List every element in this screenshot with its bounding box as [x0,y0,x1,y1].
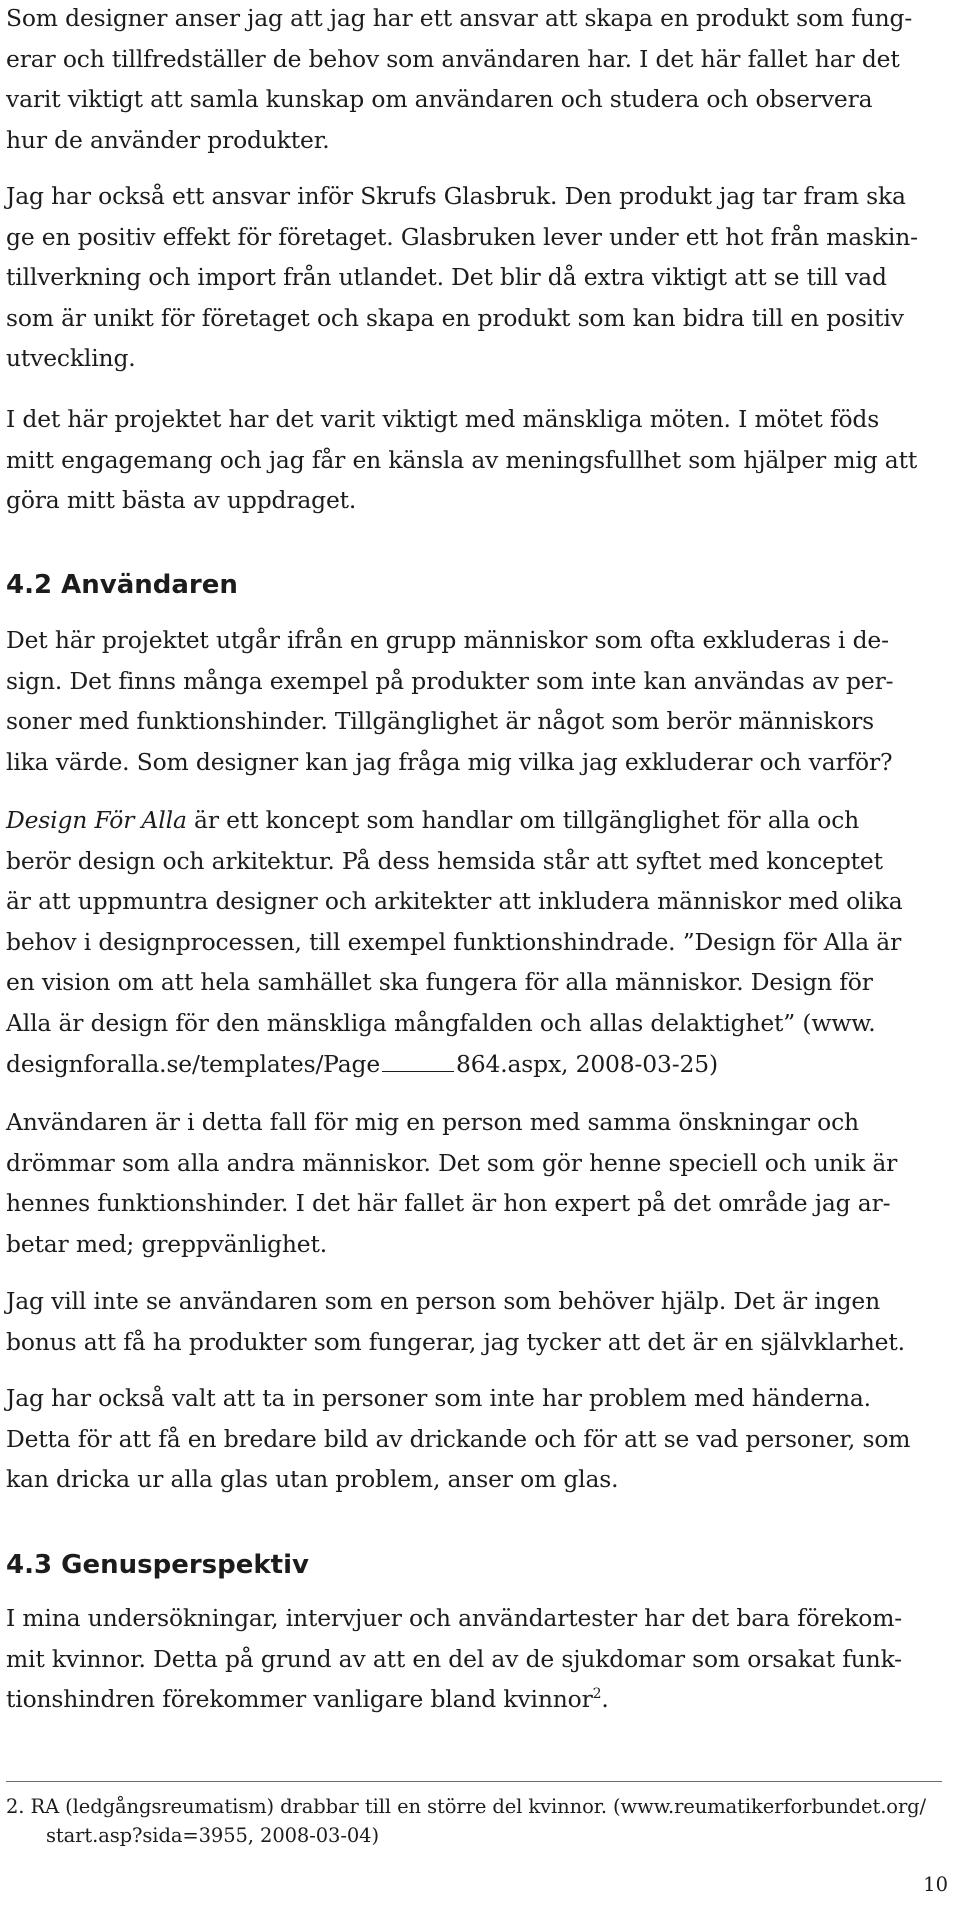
page-number: 10 [923,1873,948,1896]
footnote-line: 2. RA (ledgångsreumatism) drabbar till en större del kvinnor. (www.reumatikerforbundet.org/ [6,1795,927,1818]
text-line: varit viktigt att samla kunskap om användaren och studera och observera [6,85,873,114]
text-line: behov i designprocessen, till exempel funktionshindrade. ”Design för Alla är [6,927,902,956]
url-fragment: designforalla.se/templates/Page [6,1049,381,1078]
paragraph-user-as-person [6,1102,951,1264]
paragraph-design-for-alla [6,800,951,1084]
url-fragment: 864.aspx, 2008-03-25) [456,1049,718,1078]
paragraph-skrufs-glasbruk [6,176,951,379]
paragraph-no-help-needed [6,1281,951,1362]
text-line: mit kvinnor. Detta på grund av att en del av de sjukdomar som orsakat funk- [6,1644,902,1673]
section-heading-genusperspektiv: 4.3 Genusperspektiv [6,1550,309,1580]
footnote-line: start.asp?sida=3955, 2008-03-04) [46,1824,379,1847]
text-line [6,800,951,841]
text-line: hur de använder produkter. [6,125,330,154]
text-line: kan dricka ur alla glas utan problem, anser om glas. [6,1465,619,1494]
text-fragment: tionshindren förekommer vanligare bland kvinnor [6,1685,593,1714]
text-line [6,1044,951,1085]
text-line: lika värde. Som designer kan jag fråga mig vilka jag exkluderar och varför? [6,747,893,776]
text-line: mitt engagemang och jag får en känsla av meningsfullhet som hjälper mig att [6,445,918,474]
text-line: bonus att få ha produkter som fungerar, jag tycker att det är en självklarhet. [6,1327,905,1356]
paragraph-participants-without-problems [6,1378,951,1500]
paragraph-gender-perspective [6,1598,951,1720]
text-line: tillverkning och import från utlandet. Det blir då extra viktigt att se till vad [6,263,887,292]
text-line: berör design och arkitektur. På dess hemsida står att syftet med konceptet [6,846,883,875]
text-line: som är unikt för företaget och skapa en produkt som kan bidra till en positiv [6,303,904,332]
text-line: Som designer anser jag att jag har ett ansvar att skapa en produkt som fung- [6,4,913,32]
text-line: Detta för att få en bredare bild av drickande och för att se vad personer, som [6,1424,911,1453]
paragraph-designer-responsibility [6,0,951,160]
italic-concept-name: Design För Alla [6,806,187,834]
paragraph-exclusion-in-design [6,620,951,782]
text-line: Alla är design för den mänskliga mångfalden och allas delaktighet” (www. [6,1008,876,1037]
text-line: Jag har också ett ansvar inför Skrufs Glasbruk. Den produkt jag tar fram ska [6,182,906,210]
underscore-gap [382,1047,454,1072]
paragraph-human-meetings [6,399,951,521]
text-line: I mina undersökningar, intervjuer och användartester har det bara förekom- [6,1604,903,1632]
footnote [6,1792,951,1850]
text-line: drömmar som alla andra människor. Det som gör henne speciell och unik är [6,1148,898,1177]
text-line: Användaren är i detta fall för mig en person med samma önskningar och [6,1108,859,1136]
text-line: ge en positiv effekt för företaget. Glasbruken lever under ett hot från maskin- [6,222,918,251]
section-heading-anvandaren: 4.2 Användaren [6,570,238,600]
text-line: hennes funktionshinder. I det här fallet är hon expert på det område jag ar- [6,1189,891,1218]
footnote-divider [6,1781,942,1782]
text-line: sign. Det finns många exempel på produkter som inte kan användas av per- [6,666,894,695]
text-line: betar med; greppvänlighet. [6,1229,328,1258]
text-line: Jag vill inte se användaren som en person som behöver hjälp. Det är ingen [6,1287,881,1315]
text-line: är att uppmuntra designer och arkitekter att inkludera människor med olika [6,887,903,916]
text-fragment: . [601,1685,609,1714]
text-line: erar och tillfredställer de behov som användaren har. I det här fallet har det [6,44,900,73]
text-line: soner med funktionshinder. Tillgänglighet är något som berör människors [6,707,875,736]
text-line: göra mitt bästa av uppdraget. [6,486,357,515]
text-fragment: är ett koncept som handlar om tillgänglighet för alla och [186,806,860,834]
text-line: utveckling. [6,344,136,373]
text-line [6,1679,951,1720]
text-line: Jag har också valt att ta in personer som inte har problem med händerna. [6,1384,871,1412]
text-line: en vision om att hela samhället ska fungera för alla människor. Design för [6,968,873,997]
text-line: I det här projektet har det varit viktigt med mänskliga möten. I mötet föds [6,405,880,433]
text-line: Det här projektet utgår ifrån en grupp människor som ofta exkluderas i de- [6,626,889,654]
footnote-reference: 2 [592,1686,602,1703]
